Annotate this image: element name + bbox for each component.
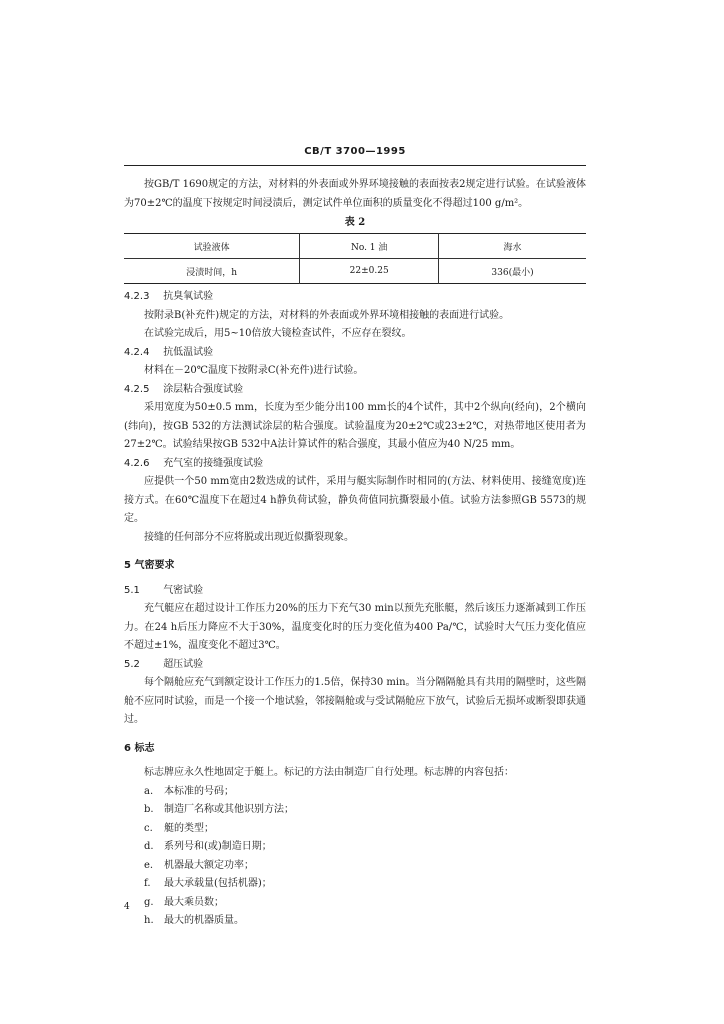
table-header-cell: 试验液体 [193, 242, 230, 253]
table-header-row [124, 234, 586, 259]
clause-title: 抗低温试验 [163, 346, 214, 358]
list-text: 系列号和(或)制造日期； [164, 841, 272, 852]
clause-heading [124, 344, 586, 363]
clause-title: 气密试验 [163, 584, 204, 596]
table-cell: 22±0.25 [300, 259, 439, 284]
clause-paragraph: 在试验完成后，用5~10倍放大镜检查试件，不应存在裂纹。 [144, 328, 412, 339]
clause-number: 4.2.4 [124, 346, 150, 358]
list-text: 艇的类型； [164, 822, 214, 834]
list-letter: b. [144, 804, 154, 815]
clause-heading [124, 656, 586, 675]
intro-paragraph: 按GB/T 1690规定的方法，对材料的外表面或外界环境接触的表面按表2规定进行试验。在试验液体为70±2℃的温度下按规定时间浸渍后，测定试件单位面积的质量变化不得超过100 g/m²。 [124, 179, 586, 209]
clause-number: 4.2.5 [124, 383, 150, 395]
marking-intro: 标志牌应永久性地固定于艇上。标记的方法由制造厂自行处理。标志牌的内容包括： [144, 767, 514, 778]
list-text: 本标准的号码； [164, 785, 234, 797]
list-text: 最大乘员数； [164, 896, 224, 908]
clause-paragraph: 材料在－20℃温度下按附录C(补充件)进行试验。 [144, 365, 364, 376]
table-header-cell: No. 1 油 [300, 234, 439, 259]
list-letter: d. [144, 841, 154, 852]
list-item [124, 838, 586, 857]
list-letter: f. [144, 878, 151, 889]
list-item [124, 857, 586, 876]
list-letter: a. [144, 785, 154, 797]
table-row [124, 259, 586, 284]
section-title: 5 气密要求 [124, 560, 175, 571]
clause-paragraph: 接缝的任何部分不应将脱或出现近似撕裂现象。 [144, 531, 354, 543]
clause-paragraph: 每个隔舱应充气到额定设计工作压力的1.5倍，保持30 min。当分隔隔舱具有共用的隔壁时，这些隔舱不应同时试验，而是一个接一个地试验，邻接隔舱或与受试隔舱应下放气，试验后无损坏或断裂即获通过。 [124, 677, 586, 725]
list-item [124, 912, 586, 931]
list-text: 机器最大额定功率； [164, 859, 254, 871]
page-number: 4 [124, 902, 130, 912]
clause-title: 涂层粘合强度试验 [163, 383, 244, 395]
clause-paragraph: 应提供一个50 mm宽由2数迭成的试件，采用与艇实际制作时相同的(方法、材料使用、接缝宽度)连接方式。在60℃温度下在超过4 h静负荷试验，静负荷值同抗撕裂最小值。试验方法参照GB 5573的规定。 [124, 476, 586, 524]
section-title: 6 标志 [124, 742, 155, 754]
clause-number: 5.1 [124, 584, 140, 596]
clause-heading [124, 288, 586, 307]
clause-title: 充气室的接缝强度试验 [163, 457, 264, 469]
list-item [124, 801, 586, 820]
table-cell: 336(最小) [439, 259, 586, 284]
table-caption: 表 2 [344, 217, 366, 228]
clause-number: 5.2 [124, 658, 140, 670]
list-item [124, 820, 586, 839]
clause-heading [124, 381, 586, 400]
clause-heading [124, 455, 586, 474]
list-letter: g. [144, 896, 154, 908]
list-text: 最大承载量(包括机器)； [164, 878, 272, 889]
clause-title: 抗臭氧试验 [163, 291, 214, 302]
standard-number-header: CB/T 3700—1995 [304, 146, 406, 157]
list-letter: h. [144, 915, 154, 926]
list-text: 制造厂名称或其他识别方法； [164, 804, 294, 815]
clause-paragraph: 采用宽度为50±0.5 mm，长度为至少能分出100 mm长的4个试件，其中2个纵向(经向)，2个横向(纬向)，按GB 532的方法测试涂层的粘合强度。试验温度为20±2℃或23±2℃，对热带地区使用者为27±2℃。试验结果按GB 532中A法计算试件的粘合强度，其最小值应为40 N/25 mm。 [124, 402, 586, 450]
list-item [124, 894, 586, 913]
clause-number: 4.2.3 [124, 291, 150, 302]
table-2 [124, 233, 586, 284]
list-item [124, 783, 586, 802]
header-rule [124, 165, 586, 166]
table-cell: 浸渍时间，h [124, 259, 300, 284]
clause-number: 4.2.6 [124, 457, 150, 469]
list-text: 最大的机器质量。 [164, 915, 244, 926]
list-item [124, 875, 586, 894]
clause-title: 超压试验 [163, 658, 204, 670]
clause-paragraph: 按附录B(补充件)规定的方法，对材料的外表面或外界环境相接触的表面进行试验。 [144, 309, 510, 321]
clause-heading [124, 582, 586, 601]
clause-paragraph: 充气艇应在超过设计工作压力20%的压力下充气30 min以预先充胀艇，然后该压力逐渐减到工作压力。在24 h后压力降应不大于30%，温度变化时的压力变化值为400 Pa/℃，试验时大气压力变化值应不超过±1%，温度变化不超过3℃。 [124, 603, 586, 651]
list-letter: c. [144, 822, 153, 834]
table-header-cell: 海水 [439, 234, 586, 259]
page-content [124, 176, 586, 931]
list-letter: e. [144, 859, 154, 871]
